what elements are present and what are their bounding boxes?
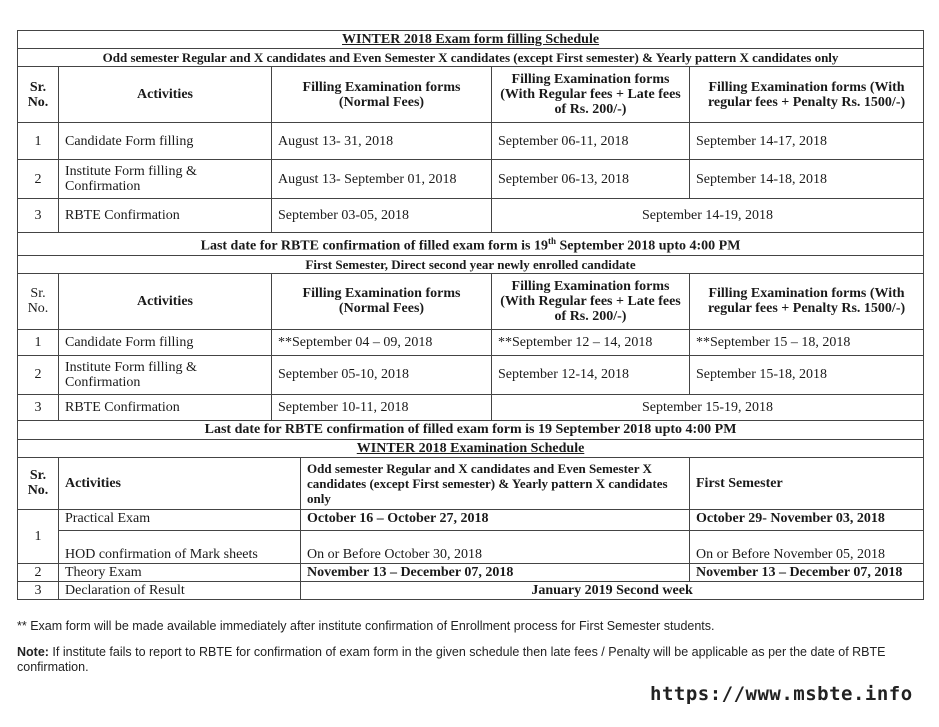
header-penalty-fees: Filling Examination forms (With regular fees + Penalty Rs. 1500/-) xyxy=(690,67,924,123)
header-penalty-fees: Filling Examination forms (With regular fees + Penalty Rs. 1500/-) xyxy=(690,273,924,329)
header-normal-fees: Filling Examination forms (Normal Fees) xyxy=(272,273,492,329)
header-normal-fees: Filling Examination forms (Normal Fees) xyxy=(272,67,492,123)
header-odd-semester: Odd semester Regular and X candidates and Even Semester X candidates (except First semester) & Yearly pattern X candidates only xyxy=(301,457,690,509)
note: Note: If institute fails to report to RBTE for confirmation of exam form in the given schedule then late fees / Penalty will be applicable as per the date of RBTE confirmation. xyxy=(17,645,886,674)
table-row: 3 Declaration of Result January 2019 Second week xyxy=(18,581,924,599)
header-activities: Activities xyxy=(59,67,272,123)
table-row: 3 RBTE Confirmation September 10-11, 2018 September 15-19, 2018 xyxy=(18,394,924,420)
section3-title: WINTER 2018 Examination Schedule xyxy=(18,439,924,457)
table-row: 2 Institute Form filling & Confirmation September 05-10, 2018 September 12-14, 2018 September 15-18, 2018 xyxy=(18,355,924,394)
table-row: 2 Theory Exam November 13 – December 07, 2018 November 13 – December 07, 2018 xyxy=(18,563,924,581)
header-activities: Activities xyxy=(59,273,272,329)
section1-title: WINTER 2018 Exam form filling Schedule xyxy=(18,31,924,49)
table-row: HOD confirmation of Mark sheets On or Before October 30, 2018 On or Before November 05, 2018 xyxy=(18,530,924,563)
header-late-fees: Filling Examination forms (With Regular fees + Late fees of Rs. 200/-) xyxy=(492,273,690,329)
table-row: 1 Candidate Form filling August 13- 31, 2018 September 06-11, 2018 September 14-17, 2018 xyxy=(18,123,924,160)
table-row: 1 Practical Exam October 16 – October 27, 2018 October 29- November 03, 2018 xyxy=(18,509,924,530)
table-row: 3 RBTE Confirmation September 03-05, 2018 September 14-19, 2018 xyxy=(18,199,924,233)
watermark-url: https://www.msbte.info xyxy=(650,683,913,705)
section2-last-date: Last date for RBTE confirmation of filled exam form is 19 September 2018 upto 4:00 PM xyxy=(18,420,924,439)
footnote: ** Exam form will be made available immediately after institute confirmation of Enrollment process for First Semester students. xyxy=(17,619,715,633)
section1-subtitle: Odd semester Regular and X candidates and Even Semester X candidates (except First semester) & Yearly pattern X candidates only xyxy=(18,49,924,67)
header-late-fees: Filling Examination forms (With Regular fees + Late fees of Rs. 200/-) xyxy=(492,67,690,123)
exam-schedule-table xyxy=(17,30,924,600)
header-activities: Activities xyxy=(59,457,301,509)
section2-subtitle: First Semester, Direct second year newly enrolled candidate xyxy=(18,255,924,273)
section1-last-date: Last date for RBTE confirmation of filled exam form is 19th September 2018 upto 4:00 PM xyxy=(18,233,924,256)
header-first-semester: First Semester xyxy=(690,457,924,509)
header-sr-no: Sr. No. xyxy=(18,67,59,123)
table-row: 1 Candidate Form filling **September 04 – 09, 2018 **September 12 – 14, 2018 **September 15 – 18, 2018 xyxy=(18,329,924,355)
header-sr-no: Sr. No. xyxy=(18,457,59,509)
table-row: 2 Institute Form filling & Confirmation August 13- September 01, 2018 September 06-13, 2018 September 14-18, 2018 xyxy=(18,160,924,199)
header-sr-no: Sr. No. xyxy=(18,273,59,329)
